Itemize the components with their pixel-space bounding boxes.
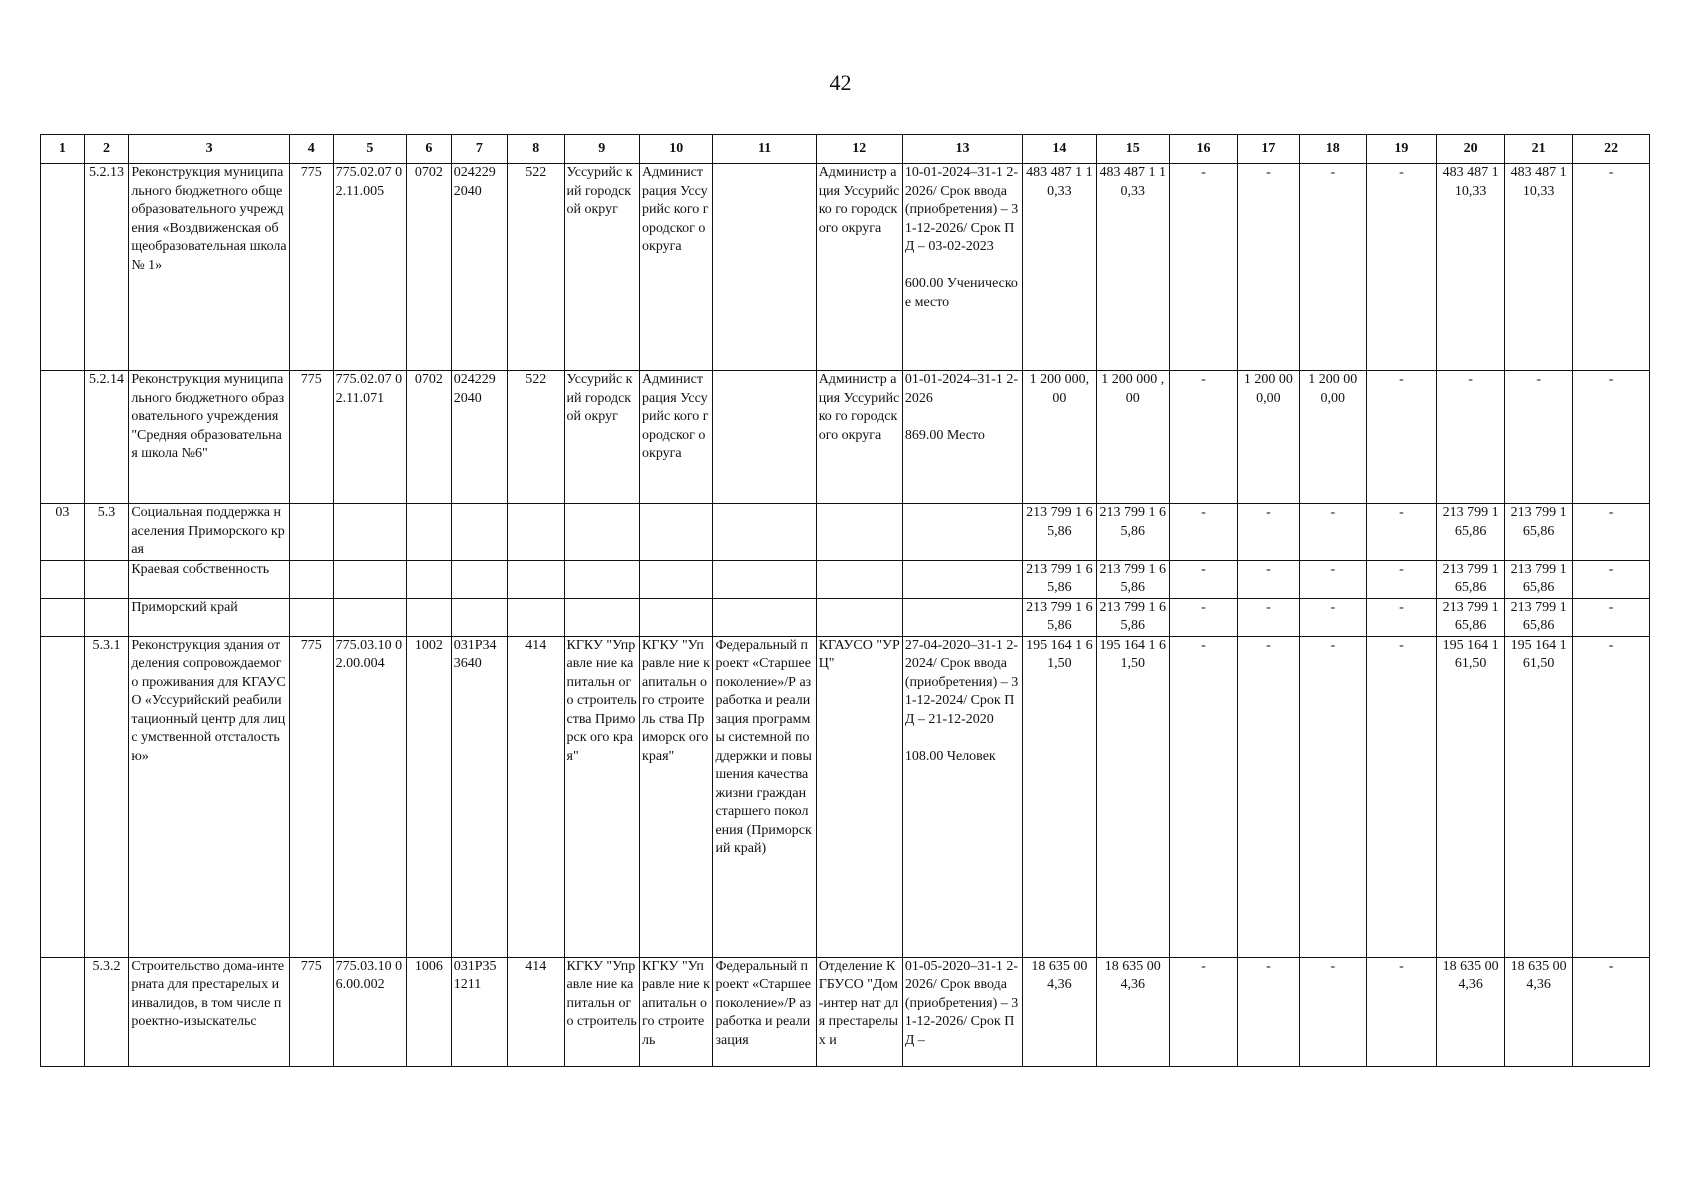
table-cell: - — [1299, 560, 1366, 598]
table-cell: Уссурийс кий городской округ — [564, 164, 640, 371]
table-cell: Администр ация Уссурийско го городского округа — [816, 164, 902, 371]
column-header: 16 — [1169, 135, 1237, 164]
table-cell: Социальная поддержка населения Приморского края — [129, 504, 290, 561]
table-cell: - — [1366, 371, 1436, 504]
table-cell — [333, 598, 406, 636]
table-cell: 18 635 00 4,36 — [1437, 957, 1505, 1066]
table-cell: - — [1299, 504, 1366, 561]
table-cell: 1002 — [407, 636, 452, 957]
table-cell: Админист рация Уссурийс кого городског о округа — [640, 164, 713, 371]
table-cell: - — [1366, 636, 1436, 957]
table-cell: - — [1238, 164, 1300, 371]
table-cell — [84, 560, 129, 598]
table-cell: 1 200 00 0,00 — [1299, 371, 1366, 504]
table-cell: 213 799 1 65,86 — [1437, 560, 1505, 598]
table-cell — [289, 504, 333, 561]
table-cell: 775 — [289, 957, 333, 1066]
table-cell: 213 799 1 65,86 — [1023, 598, 1096, 636]
table-cell — [41, 636, 85, 957]
table-cell: - — [1366, 560, 1436, 598]
table-cell: - — [1437, 371, 1505, 504]
table-cell — [289, 598, 333, 636]
column-header: 18 — [1299, 135, 1366, 164]
budget-table — [40, 134, 1650, 1067]
table-cell: - — [1238, 636, 1300, 957]
table-cell: 5.3.2 — [84, 957, 129, 1066]
table-cell: 775.03.10 02.00.004 — [333, 636, 406, 957]
table-cell — [713, 560, 816, 598]
column-header: 4 — [289, 135, 333, 164]
table-row — [41, 164, 1650, 371]
table-cell: 213 799 1 65,86 — [1023, 560, 1096, 598]
table-cell: Реконструкция муниципального бюджетного образовательного учреждения "Средняя образовательная школа №6" — [129, 371, 290, 504]
table-cell: 10-01-2024–31-1 2-2026/ Срок ввода (приобретения) – 31-12-2026/ Срок ПД – 03-02-2023 600.00 Ученическое место — [902, 164, 1022, 371]
table-cell: 522 — [508, 371, 564, 504]
table-cell — [564, 560, 640, 598]
table-cell: КГКУ "Управле ние капитальн ого строитель — [640, 957, 713, 1066]
table-cell: 483 487 1 10,33 — [1023, 164, 1096, 371]
table-cell: - — [1238, 504, 1300, 561]
table-cell — [333, 560, 406, 598]
table-cell — [451, 504, 507, 561]
table-cell: - — [1573, 957, 1650, 1066]
table-cell — [713, 598, 816, 636]
page-number: 42 — [829, 70, 852, 95]
table-cell: Реконструкция муниципального бюджетного общеобразовательного учреждения «Воздвиженская общеобразовательная школа № 1» — [129, 164, 290, 371]
table-cell: - — [1299, 636, 1366, 957]
table-cell — [41, 371, 85, 504]
table-cell: - — [1169, 371, 1237, 504]
table-cell — [640, 560, 713, 598]
table-cell: 01-01-2024–31-1 2-2026 869.00 Место — [902, 371, 1022, 504]
table-cell — [41, 598, 85, 636]
table-cell: - — [1366, 504, 1436, 561]
table-cell — [640, 598, 713, 636]
table-cell — [508, 504, 564, 561]
table-cell: 775.03.10 06.00.002 — [333, 957, 406, 1066]
column-header: 13 — [902, 135, 1022, 164]
table-cell — [816, 598, 902, 636]
table-cell: 522 — [508, 164, 564, 371]
table-cell: Уссурийс кий городской округ — [564, 371, 640, 504]
column-header: 2 — [84, 135, 129, 164]
table-cell: - — [1573, 371, 1650, 504]
table-cell: 775.02.07 02.11.071 — [333, 371, 406, 504]
table-cell: 213 799 1 65,86 — [1437, 504, 1505, 561]
table-cell — [713, 164, 816, 371]
table-cell: - — [1366, 164, 1436, 371]
table-cell: 195 164 1 61,50 — [1096, 636, 1169, 957]
table-cell: - — [1299, 598, 1366, 636]
table-cell: 5.3 — [84, 504, 129, 561]
table-cell: 18 635 00 4,36 — [1096, 957, 1169, 1066]
table-cell: 775 — [289, 371, 333, 504]
table-row — [41, 957, 1650, 1066]
column-header: 10 — [640, 135, 713, 164]
table-cell — [902, 560, 1022, 598]
table-cell: - — [1169, 957, 1237, 1066]
table-cell: - — [1299, 164, 1366, 371]
table-cell: Строительство дома-интерната для престарелых и инвалидов, в том числе проектно-изыскательс — [129, 957, 290, 1066]
table-cell: Администр ация Уссурийско го городского округа — [816, 371, 902, 504]
column-header: 22 — [1573, 135, 1650, 164]
table-cell: КГКУ "Управле ние капитальн ого строитель — [564, 957, 640, 1066]
table-cell: 775.02.07 02.11.005 — [333, 164, 406, 371]
table-cell: 1 200 000, 00 — [1023, 371, 1096, 504]
table-cell: - — [1169, 598, 1237, 636]
column-header: 5 — [333, 135, 406, 164]
table-cell — [713, 371, 816, 504]
table-cell: - — [1238, 957, 1300, 1066]
table-cell: - — [1505, 371, 1573, 504]
table-cell — [289, 560, 333, 598]
table-cell: 195 164 1 61,50 — [1023, 636, 1096, 957]
table-cell — [41, 957, 85, 1066]
table-cell: Приморский край — [129, 598, 290, 636]
table-cell — [451, 598, 507, 636]
table-cell — [451, 560, 507, 598]
table-cell: 483 487 1 10,33 — [1505, 164, 1573, 371]
table-cell: 18 635 00 4,36 — [1023, 957, 1096, 1066]
table-cell: 031P35 1211 — [451, 957, 507, 1066]
table-cell: - — [1238, 560, 1300, 598]
table-cell: 213 799 1 65,86 — [1505, 504, 1573, 561]
table-cell: КГКУ "Управле ние капитальн ого строитель ства Приморск ого края" — [564, 636, 640, 957]
table-cell: 024229 2040 — [451, 371, 507, 504]
table-cell: 024229 2040 — [451, 164, 507, 371]
table-row — [41, 598, 1650, 636]
table-row — [41, 371, 1650, 504]
table-cell: 1 200 000 ,00 — [1096, 371, 1169, 504]
column-header: 1 — [41, 135, 85, 164]
table-cell — [407, 598, 452, 636]
table-cell: 213 799 1 65,86 — [1096, 598, 1169, 636]
column-header: 17 — [1238, 135, 1300, 164]
table-cell: 213 799 1 65,86 — [1437, 598, 1505, 636]
table-cell: 775 — [289, 636, 333, 957]
column-header: 15 — [1096, 135, 1169, 164]
column-header: 20 — [1437, 135, 1505, 164]
table-cell: - — [1169, 504, 1237, 561]
table-cell: 775 — [289, 164, 333, 371]
table-cell: - — [1238, 598, 1300, 636]
column-header: 21 — [1505, 135, 1573, 164]
table-cell: - — [1366, 598, 1436, 636]
table-cell: 195 164 1 61,50 — [1437, 636, 1505, 957]
table-cell — [816, 560, 902, 598]
table-cell: 213 799 1 65,86 — [1505, 598, 1573, 636]
table-cell: - — [1169, 636, 1237, 957]
table-cell: 195 164 1 61,50 — [1505, 636, 1573, 957]
table-cell — [902, 504, 1022, 561]
column-header: 7 — [451, 135, 507, 164]
header-row — [41, 135, 1650, 164]
table-cell: 0702 — [407, 164, 452, 371]
table-cell: 18 635 00 4,36 — [1505, 957, 1573, 1066]
table-cell: 483 487 1 10,33 — [1437, 164, 1505, 371]
table-cell: 213 799 1 65,86 — [1096, 504, 1169, 561]
table-cell — [564, 598, 640, 636]
table-cell — [713, 504, 816, 561]
table-cell — [816, 504, 902, 561]
table-cell: 483 487 1 10,33 — [1096, 164, 1169, 371]
table-cell — [407, 560, 452, 598]
column-header: 6 — [407, 135, 452, 164]
column-header: 8 — [508, 135, 564, 164]
table-cell: Админист рация Уссурийс кого городског о округа — [640, 371, 713, 504]
column-header: 9 — [564, 135, 640, 164]
table-cell — [640, 504, 713, 561]
table-cell: 0702 — [407, 371, 452, 504]
table-cell: - — [1573, 598, 1650, 636]
column-header: 14 — [1023, 135, 1096, 164]
table-cell: - — [1573, 504, 1650, 561]
table-cell — [508, 560, 564, 598]
table-cell — [407, 504, 452, 561]
table-cell: - — [1573, 164, 1650, 371]
table-cell — [564, 504, 640, 561]
table-cell — [333, 504, 406, 561]
table-cell: 031P34 3640 — [451, 636, 507, 957]
table-cell: 5.2.13 — [84, 164, 129, 371]
table-cell: Федеральный проект «Старшее поколение»/Р азработка и реализация программы системной поддержки и повышения качества жизни граждан старшего поколения (Приморский край) — [713, 636, 816, 957]
table-cell: - — [1573, 560, 1650, 598]
table-cell: Отделение КГБУСО "Дом-интер нат для престарелы х и — [816, 957, 902, 1066]
table-cell: 1006 — [407, 957, 452, 1066]
table-cell: Краевая собственность — [129, 560, 290, 598]
table-cell: 5.3.1 — [84, 636, 129, 957]
table-cell: Федеральный проект «Старшее поколение»/Р азработка и реализация — [713, 957, 816, 1066]
table-cell: 414 — [508, 636, 564, 957]
column-header: 19 — [1366, 135, 1436, 164]
column-header: 12 — [816, 135, 902, 164]
table-cell: 1 200 00 0,00 — [1238, 371, 1300, 504]
table-cell: - — [1169, 560, 1237, 598]
table-row — [41, 504, 1650, 561]
table-cell: 01-05-2020–31-1 2-2026/ Срок ввода (приобретения) – 31-12-2026/ Срок ПД – — [902, 957, 1022, 1066]
table-cell — [902, 598, 1022, 636]
table-cell — [41, 560, 85, 598]
table-cell: 03 — [41, 504, 85, 561]
table-cell: КГАУСО "УРЦ" — [816, 636, 902, 957]
table-cell: 5.2.14 — [84, 371, 129, 504]
table-cell: 213 799 1 65,86 — [1023, 504, 1096, 561]
table-cell: - — [1573, 636, 1650, 957]
table-cell — [41, 164, 85, 371]
table-row — [41, 560, 1650, 598]
table-cell: 414 — [508, 957, 564, 1066]
table-cell: КГКУ "Управле ние капитальн ого строитель ства Приморск ого края" — [640, 636, 713, 957]
table-cell: 27-04-2020–31-1 2-2024/ Срок ввода (приобретения) – 31-12-2024/ Срок ПД – 21-12-2020 108.00 Человек — [902, 636, 1022, 957]
table-cell: - — [1366, 957, 1436, 1066]
table-cell: Реконструкция здания отделения сопровождаемого проживания для КГАУСО «Уссурийский реабилитационный центр для лиц с умственной отсталостью» — [129, 636, 290, 957]
table-cell: - — [1169, 164, 1237, 371]
table-cell — [84, 598, 129, 636]
table-row — [41, 636, 1650, 957]
table-cell: 213 799 1 65,86 — [1096, 560, 1169, 598]
table-cell — [508, 598, 564, 636]
column-header: 11 — [713, 135, 816, 164]
column-header: 3 — [129, 135, 290, 164]
table-cell: 213 799 1 65,86 — [1505, 560, 1573, 598]
table-cell: - — [1299, 957, 1366, 1066]
